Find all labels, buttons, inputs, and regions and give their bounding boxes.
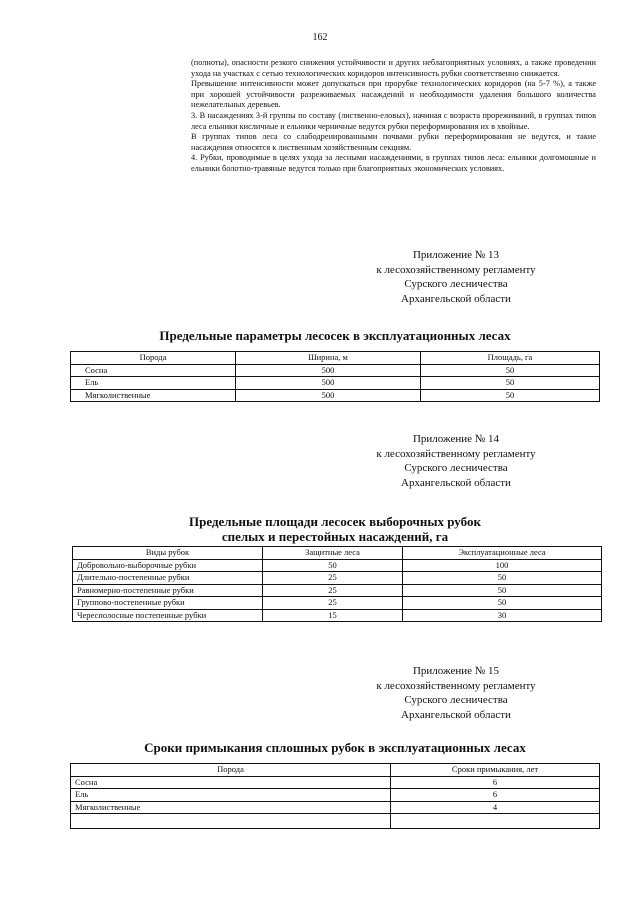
paragraph: В группах типов леса со слабодренированными почвами рубки переформирования не ведутся, и такие насаждения относятся к лиственным хозяйственным секциям. [191,132,596,152]
table-13-title: Предельные параметры лесосек в эксплуатационных лесах [159,328,511,343]
appendix-14-header [360,432,552,490]
table-row [73,597,602,610]
appendix-region: Архангельской области [401,476,511,489]
column-header: Виды рубок [73,547,263,560]
width-cell: 500 [236,364,421,377]
species-cell: Сосна [71,364,236,377]
appendix-reference: к лесохозяйственному регламенту [376,679,536,692]
table-row [71,789,600,802]
exploitation-cell: 100 [403,559,602,572]
protective-cell: 50 [263,559,403,572]
protective-cell: 25 [263,597,403,610]
adjacency-term-cell [391,814,600,829]
protective-cell: 25 [263,572,403,585]
width-cell: 500 [236,377,421,390]
exploitation-cell: 50 [403,572,602,585]
table-row [73,584,602,597]
paragraph: 3. В насаждениях 3-й группы по составу (лиственно-еловых), начиная с возраста прореживаний, в группах типов леса ельники кисличные и ельники черничные ведутся рубки переформирования их в хвойные. [191,110,596,131]
table-14-title [0,514,640,544]
title-line: Предельные площади лесосек выборочных рубок [189,514,481,529]
column-header: Порода [71,352,236,365]
cutting-type-cell: Длительно-постепенные рубки [73,572,263,585]
appendix-forestry: Сурского лесничества [404,462,508,474]
exploitation-cell: 30 [403,609,602,622]
protective-cell: 25 [263,584,403,597]
exploitation-cell: 50 [403,597,602,610]
title-line: спелых и перестойных насаждений, га [221,529,449,544]
column-header: Эксплуатационные леса [403,547,602,560]
appendix-number: Приложение № 15 [412,665,500,677]
table-header-row [71,764,600,777]
adjacency-term-cell: 6 [391,789,600,802]
table-row [71,776,600,789]
appendix-forestry: Сурского лесничества [404,694,508,706]
appendix-forestry: Сурского лесничества [404,278,508,290]
adjacency-term-cell: 6 [391,776,600,789]
appendix-region: Архангельской области [401,708,511,721]
table-row [73,609,602,622]
species-cell: Мягколиственные [71,389,236,402]
table-row [71,377,600,390]
table-14 [72,546,602,622]
table-row [71,389,600,402]
appendix-13-header [360,248,552,306]
table-header-row [71,352,600,365]
appendix-region: Архангельской области [401,292,511,305]
species-cell: Мягколиственные [71,801,391,814]
appendix-reference: к лесохозяйственному регламенту [376,263,536,276]
table-row [71,364,600,377]
cutting-type-cell: Равномерно-постепенные рубки [73,584,263,597]
body-text [191,58,596,175]
species-cell [71,814,391,829]
species-cell: Ель [71,789,391,802]
table-header-row [73,547,602,560]
table-13 [70,351,600,402]
table-15-title: Сроки примыкания сплошных рубок в эксплуатационных лесах [144,740,526,755]
cutting-type-cell: Группово-постепенные рубки [73,597,263,610]
appendix-number: Приложение № 14 [412,433,500,445]
column-header: Порода [71,764,391,777]
page-number: 162 [312,32,328,43]
area-cell: 50 [421,364,600,377]
cutting-type-cell: Добровольно-выборочные рубки [73,559,263,572]
appendix-number: Приложение № 13 [412,249,500,261]
column-header: Сроки примыкания, лет [391,764,600,777]
paragraph: (полноты), опасности резкого снижения устойчивости и других неблагоприятных условиях, а также проведении ухода на участках с сетью технологических коридоров интенсивность рубки соответственно снижается. [191,58,596,78]
table-row [71,801,600,814]
appendix-reference: к лесохозяйственному регламенту [376,447,536,460]
column-header: Площадь, га [421,352,600,365]
table-row [73,572,602,585]
protective-cell: 15 [263,609,403,622]
species-cell: Сосна [71,776,391,789]
paragraph: 4. Рубки, проводимые в целях ухода за лесными насаждениями, в группах типов леса: ельники долгомошные и ельники болотно-травяные ведутся только при благоприятных экономических условиях. [191,153,596,173]
cutting-type-cell: Чересполосные постепенные рубки [73,609,263,622]
width-cell: 500 [236,389,421,402]
table-row [71,814,600,829]
column-header: Ширина, м [236,352,421,365]
species-cell: Ель [71,377,236,390]
adjacency-term-cell: 4 [391,801,600,814]
exploitation-cell: 50 [403,584,602,597]
area-cell: 50 [421,377,600,390]
column-header: Защитные леса [263,547,403,560]
table-row [73,559,602,572]
area-cell: 50 [421,389,600,402]
appendix-15-header [360,664,552,722]
table-15 [70,763,600,829]
paragraph: Превышение интенсивности может допускаться при прорубке технологических коридоров (на 5-7 %), а также при хорошей устойчивости разреживаемых насаждений и необходимости удаления большого количества нежелательных деревьев. [191,79,596,110]
